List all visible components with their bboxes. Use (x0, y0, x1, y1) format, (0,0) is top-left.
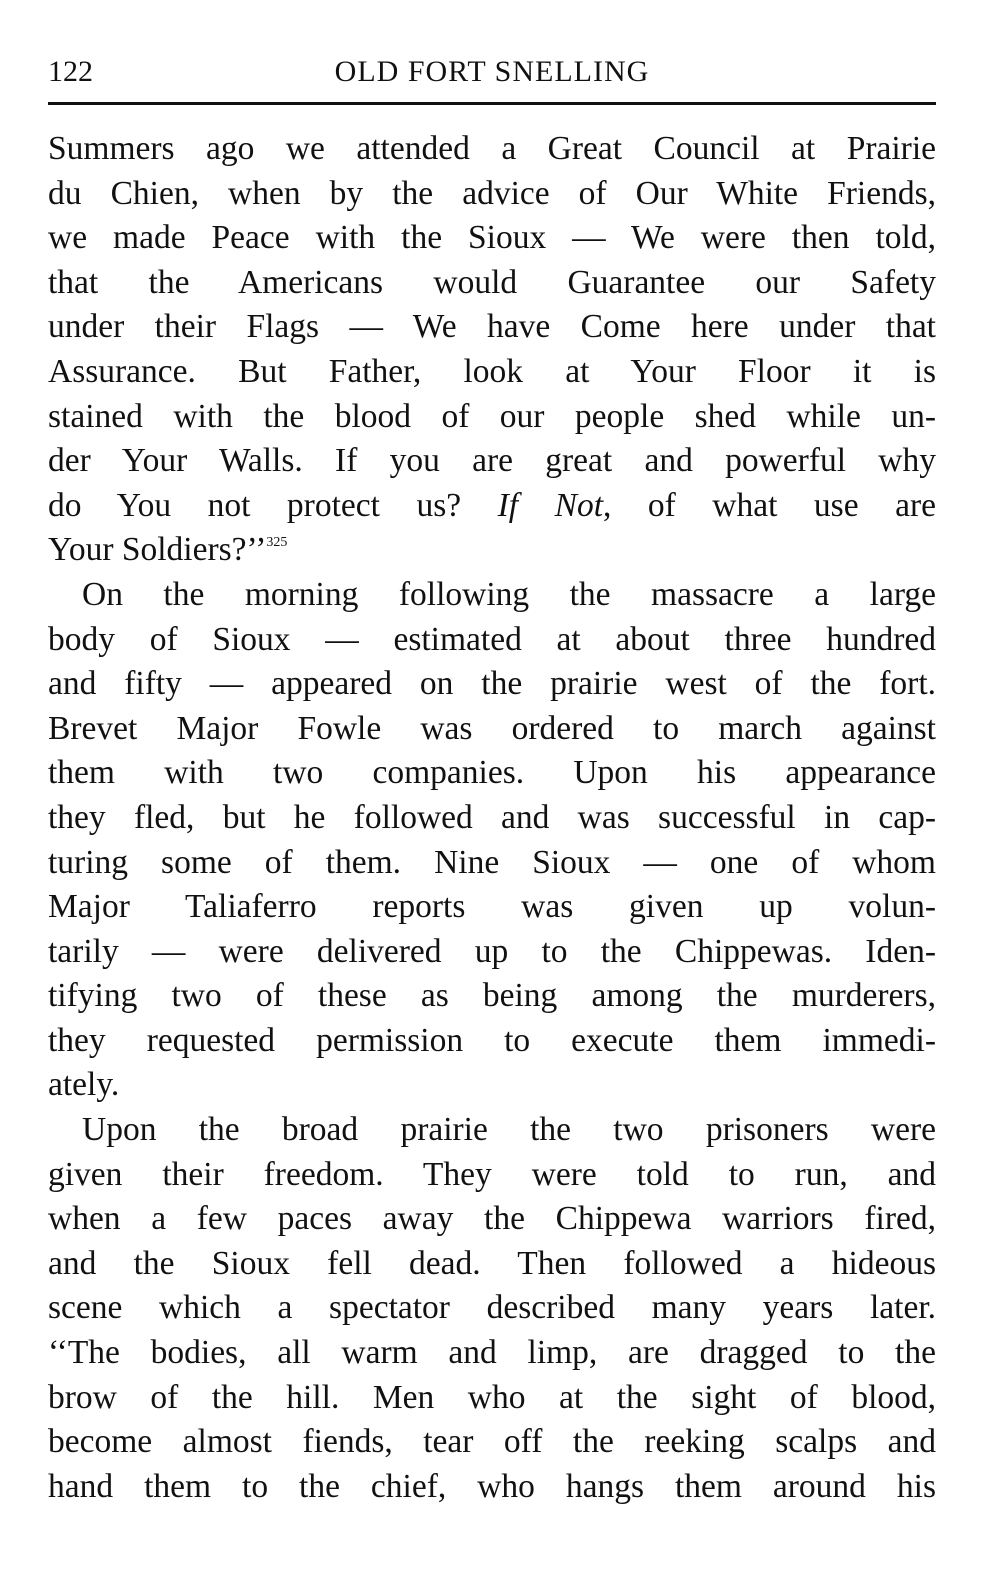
text-line: On the morning following the massacre a large (82, 575, 936, 613)
paragraph-prairie (48, 1108, 936, 1509)
text-line: them with two companies. Upon his appearance (48, 754, 936, 792)
text-line-last: ately. (48, 1066, 120, 1104)
text-line: tifying two of these as being among the murderers, (48, 977, 936, 1015)
text-line: ‘‘The bodies, all warm and limp, are dragged to the (48, 1334, 936, 1372)
text-line: Summers ago we attended a Great Council at Prairie (48, 130, 936, 167)
page-number: 122 (48, 55, 93, 88)
body-text (48, 127, 936, 1509)
header-rule (48, 102, 936, 105)
book-page (48, 52, 936, 1509)
text-line: they requested permission to execute them immedi- (48, 1021, 936, 1059)
text-line: Upon the broad prairie the two prisoners were (82, 1111, 936, 1149)
running-title: OLD FORT SNELLING (334, 55, 650, 88)
text-line-last (48, 528, 936, 573)
text-line: and fifty — appeared on the prairie west of the fort. (48, 665, 936, 703)
text-line: Assurance. But Father, look at Your Floor it is (48, 352, 936, 390)
text-line-mixed (48, 484, 936, 529)
text-line: stained with the blood of our people shed while un- (48, 397, 936, 435)
text-line: hand them to the chief, who hangs them around his (48, 1467, 936, 1505)
text-line: become almost fiends, tear off the reeking scalps and (48, 1423, 936, 1461)
text-line: and the Sioux fell dead. Then followed a hideous (48, 1244, 936, 1282)
italic-emphasis: If Not (497, 486, 603, 524)
paragraph-morning-after (48, 573, 936, 1108)
text-line: der Your Walls. If you are great and powerful why (48, 442, 936, 480)
text-line: tarily — were delivered up to the Chippewas. Iden- (48, 932, 936, 970)
text-line: when a few paces away the Chippewa warriors fired, (48, 1200, 936, 1238)
text-line: brow of the hill. Men who at the sight of blood, (48, 1378, 936, 1416)
text-line: we made Peace with the Sioux — We were then told, (48, 219, 936, 257)
text-segment: , of what use are (603, 486, 936, 524)
text-segment: do You not protect us? (48, 486, 498, 524)
text-line: body of Sioux — estimated at about three hundred (48, 620, 936, 658)
text-line: Brevet Major Fowle was ordered to march against (48, 709, 936, 747)
footnote-marker: 325 (266, 535, 288, 551)
text-line: scene which a spectator described many years later. (48, 1289, 936, 1327)
text-line: that the Americans would Guarantee our Safety (48, 263, 936, 301)
text-line: under their Flags — We have Come here under that (48, 308, 936, 346)
text-line: Major Taliaferro reports was given up volun- (48, 888, 936, 926)
paragraph-quote-continuation (48, 127, 936, 573)
text-line: they fled, but he followed and was successful in cap- (48, 798, 936, 836)
text-line: given their freedom. They were told to run, and (48, 1155, 936, 1193)
text-line: du Chien, when by the advice of Our White Friends, (48, 174, 936, 212)
text-segment: Your Soldiers?’’ (48, 531, 267, 569)
text-line: turing some of them. Nine Sioux — one of whom (48, 843, 936, 881)
running-head (48, 52, 936, 92)
